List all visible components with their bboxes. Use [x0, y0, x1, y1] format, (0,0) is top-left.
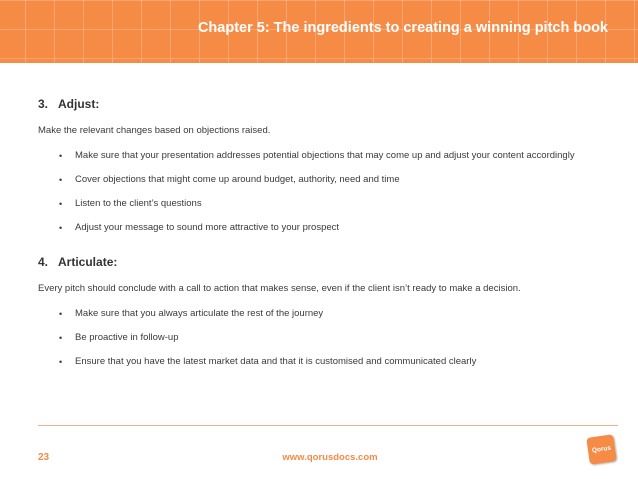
- section-heading: [38, 97, 608, 111]
- section-intro: Make the relevant changes based on objections raised.: [38, 125, 271, 136]
- section-adjust: [38, 97, 608, 235]
- list-item: [38, 197, 608, 211]
- list-item-text: Make sure that you always articulate the rest of the journey: [75, 308, 324, 319]
- footer-divider: [38, 425, 618, 426]
- section-number: 3.: [38, 97, 49, 111]
- bullet-icon: •: [59, 309, 63, 319]
- section-title: Adjust:: [58, 97, 100, 111]
- list-item: [38, 307, 608, 321]
- list-item-text: Make sure that your presentation addresses potential objections that may come up and adjust your content accordingly: [75, 150, 575, 161]
- list-item: [38, 331, 608, 345]
- qorus-logo-icon: Qorus: [586, 434, 616, 464]
- list-item-text: Be proactive in follow-up: [75, 332, 179, 343]
- page-number: 23: [38, 452, 50, 463]
- website-link[interactable]: www.qorusdocs.com: [282, 452, 378, 463]
- section-intro: Every pitch should conclude with a call to action that makes sense, even if the client isn’t ready to make a decision.: [38, 283, 521, 294]
- list-item: [38, 221, 608, 235]
- list-item: [38, 149, 608, 163]
- page-content: [38, 97, 608, 379]
- bullet-icon: •: [59, 333, 63, 343]
- header-banner: [0, 0, 638, 63]
- section-number: 4.: [38, 255, 49, 269]
- bullet-icon: •: [59, 175, 63, 185]
- list-item: [38, 173, 608, 187]
- bullet-icon: •: [59, 199, 63, 209]
- list-item-text: Adjust your message to sound more attractive to your prospect: [75, 222, 340, 233]
- list-item-text: Listen to the client’s questions: [75, 198, 202, 209]
- section-heading: [38, 255, 608, 269]
- section-title: Articulate:: [58, 255, 118, 269]
- list-item-text: Ensure that you have the latest market data and that it is customised and communicated clearly: [75, 356, 477, 367]
- bullet-list: [38, 307, 608, 369]
- bullet-icon: •: [59, 357, 63, 367]
- list-item: [38, 355, 608, 369]
- bullet-list: [38, 149, 608, 235]
- list-item-text: Cover objections that might come up around budget, authority, need and time: [75, 174, 400, 185]
- bullet-icon: •: [59, 151, 63, 161]
- chapter-title: Chapter 5: The ingredients to creating a winning pitch book: [197, 20, 608, 36]
- section-articulate: [38, 255, 608, 369]
- bullet-icon: •: [59, 223, 63, 233]
